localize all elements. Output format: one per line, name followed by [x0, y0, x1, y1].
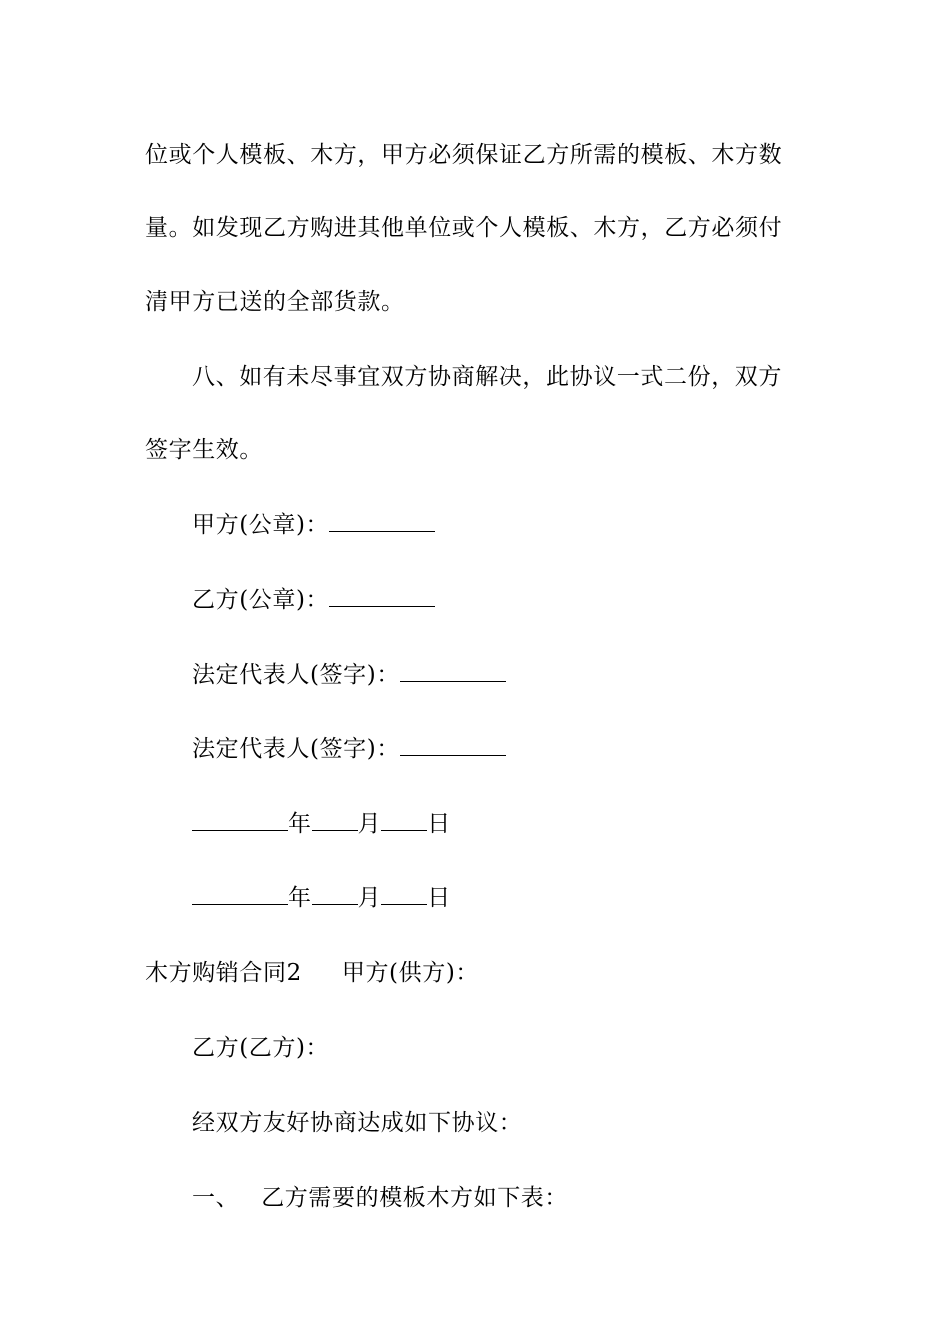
legal-rep-line	[192, 660, 506, 690]
day-blank	[381, 812, 427, 831]
year-label: 年	[288, 811, 312, 837]
clause-eight-line: 签字生效。	[145, 437, 263, 463]
date-line	[192, 809, 451, 839]
party-b-seal-label: 乙方(公章)：	[192, 587, 330, 613]
party-b-buyer-label: 乙方(乙方)：	[192, 1035, 330, 1061]
legal-rep-label: 法定代表人(签字)：	[192, 736, 400, 762]
month-label: 月	[357, 885, 382, 911]
party-a-seal-label: 甲方(公章)：	[192, 512, 330, 538]
signature-blank	[400, 663, 506, 682]
clause-eight-line: 八、如有未尽事宜双方协商解决，此协议一式二份，双方	[192, 364, 782, 390]
party-a-supplier-label: 甲方(供方)：	[341, 960, 479, 986]
day-blank	[381, 886, 427, 905]
day-label: 日	[427, 885, 451, 911]
month-label: 月	[357, 811, 382, 837]
party-b-seal-line	[192, 585, 435, 615]
legal-rep-line	[192, 734, 506, 764]
contract-title-line	[145, 958, 479, 988]
year-blank	[192, 812, 288, 831]
paragraph-line: 量。如发现乙方购进其他单位或个人模板、木方，乙方必须付	[145, 215, 783, 241]
date-line	[192, 883, 451, 913]
signature-blank	[329, 513, 435, 532]
clause-text: 乙方需要的模板木方如下表：	[261, 1185, 569, 1211]
day-label: 日	[427, 811, 451, 837]
signature-blank	[329, 588, 435, 607]
signature-blank	[400, 737, 506, 756]
month-blank	[312, 886, 358, 905]
paragraph-line: 清甲方已送的全部货款。	[145, 289, 405, 315]
party-a-seal-line	[192, 510, 435, 540]
clause-one-line	[192, 1183, 568, 1213]
agreement-intro: 经双方友好协商达成如下协议：	[192, 1110, 523, 1136]
clause-number: 一、	[192, 1185, 240, 1211]
year-blank	[192, 886, 288, 905]
paragraph-line: 位或个人模板、木方，甲方必须保证乙方所需的模板、木方数	[145, 142, 783, 168]
contract-title: 木方购销合同2	[145, 960, 302, 986]
legal-rep-label: 法定代表人(签字)：	[192, 662, 400, 688]
month-blank	[312, 812, 358, 831]
year-label: 年	[288, 885, 312, 911]
